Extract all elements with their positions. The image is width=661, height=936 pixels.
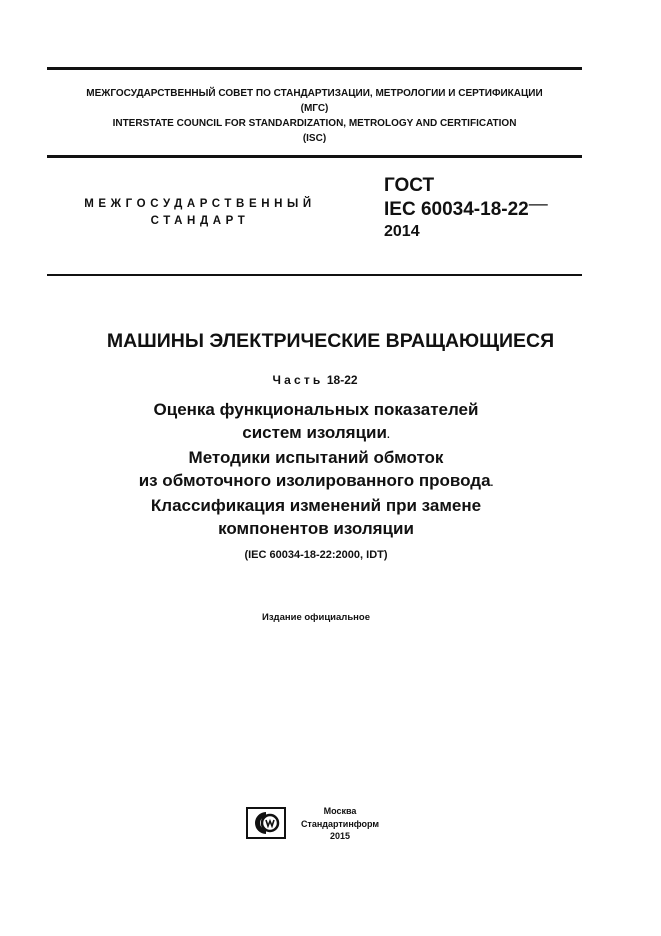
standard-iec-number: IEC 60034 xyxy=(384,199,474,220)
imprint-publisher: Стандартинформ xyxy=(300,818,380,829)
lower-rule xyxy=(47,274,582,276)
subtitle-line: Классификация изменений при замене xyxy=(150,496,482,515)
part-label xyxy=(0,372,630,388)
imprint-city: Москва xyxy=(323,806,357,816)
subtitle-period: . xyxy=(386,429,390,441)
top-rule xyxy=(47,67,582,70)
standard-hyphen-2: - xyxy=(501,199,508,220)
standard-dash: — xyxy=(528,194,548,215)
subtitle-line: Методики испытаний обмоток xyxy=(188,448,444,467)
standard-kind-line2: СТАНДАРТ xyxy=(150,215,250,227)
subtitle-line-text: систем изоляции xyxy=(242,422,387,442)
subtitle-line: Оценка функциональных показателей xyxy=(153,400,479,419)
part-word: Часть xyxy=(272,373,324,387)
subtitle-period: . xyxy=(490,477,494,489)
standard-year: 2014 xyxy=(384,223,420,240)
iec-reference: (IEC 60034-18-22:2000, IDT) xyxy=(244,549,388,561)
standard-part-a: 18 xyxy=(480,199,502,220)
council-name-en: INTERSTATE COUNCIL FOR STANDARDIZATION, METROLOGY AND CERTIFICATION xyxy=(112,118,517,129)
standartinform-logo-icon xyxy=(246,807,286,839)
standard-hyphen-1: - xyxy=(473,199,481,220)
document-title: МАШИНЫ ЭЛЕКТРИЧЕСКИЕ ВРАЩАЮЩИЕСЯ xyxy=(106,330,555,352)
standard-designation xyxy=(384,174,548,242)
subtitle-line xyxy=(0,422,632,448)
document-subtitle xyxy=(0,399,632,540)
middle-rule xyxy=(47,155,582,158)
council-header xyxy=(47,86,582,146)
standard-kind-line1: МЕЖГОСУДАРСТВЕННЫЙ xyxy=(84,198,316,210)
edition-label: Издание официальное xyxy=(262,612,370,623)
standard-kind xyxy=(60,196,340,230)
council-abbr-en: (ISC) xyxy=(302,133,327,144)
subtitle-line xyxy=(0,470,632,496)
part-number: 18-22 xyxy=(326,373,358,387)
publisher-imprint xyxy=(290,805,390,843)
standard-part-b: 22 xyxy=(507,199,529,220)
standard-number xyxy=(384,194,548,222)
council-abbr-ru: (МГС) xyxy=(300,103,329,114)
council-name-ru: МЕЖГОСУДАРСТВЕННЫЙ СОВЕТ ПО СТАНДАРТИЗАЦИИ, МЕТРОЛОГИИ И СЕРТИФИКАЦИИ xyxy=(86,88,543,99)
subtitle-line-text: из обмоточного изолированного провода xyxy=(138,470,491,490)
standard-prefix: ГОСТ xyxy=(384,175,435,196)
imprint-year: 2015 xyxy=(329,831,351,841)
subtitle-line: компонентов изоляции xyxy=(218,518,414,538)
